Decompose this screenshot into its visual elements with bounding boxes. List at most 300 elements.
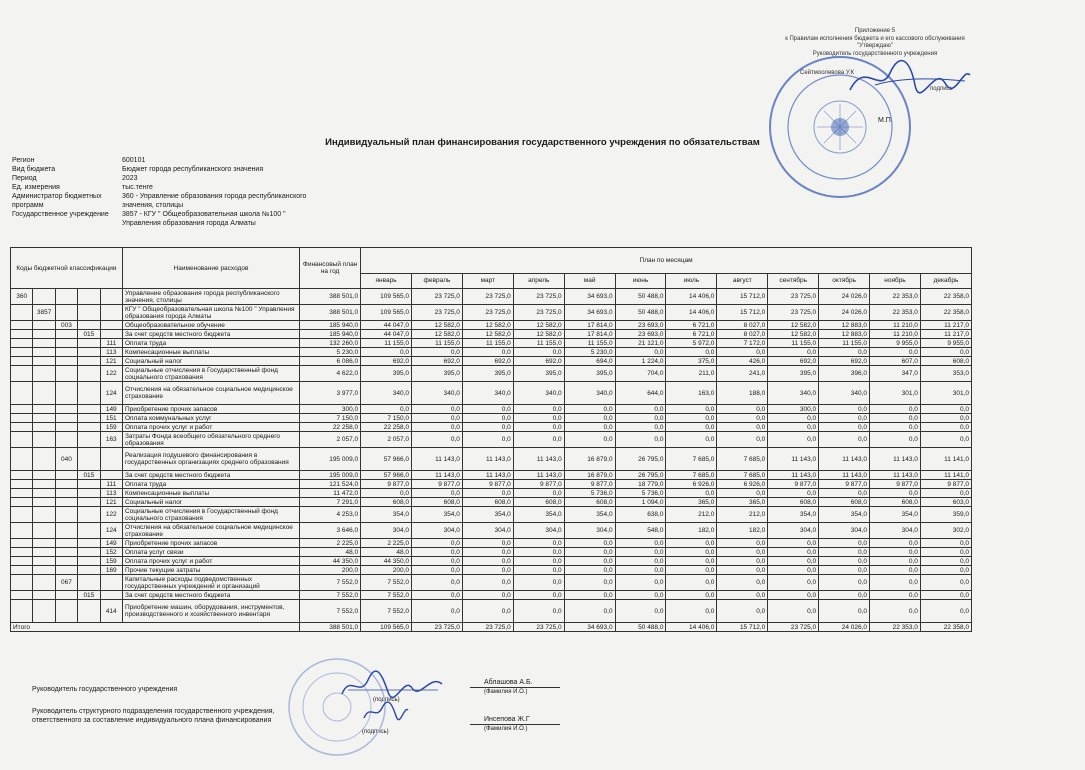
- head-name-underline: [470, 687, 560, 688]
- total-month-cell: 22 353,0: [870, 623, 921, 632]
- month-header: август: [717, 273, 768, 288]
- month-header: июнь: [615, 273, 666, 288]
- annual-plan-cell: 195 009,0: [300, 471, 361, 480]
- month-value-cell: 304,0: [768, 523, 819, 539]
- month-value-cell: 395,0: [412, 366, 463, 382]
- month-value-cell: 0,0: [768, 432, 819, 448]
- annual-plan-cell: 185 940,0: [300, 330, 361, 339]
- resp-sign-caption: (подпись): [362, 729, 389, 735]
- annual-plan-cell: 3 646,0: [300, 523, 361, 539]
- code-cell: [33, 432, 55, 448]
- expense-name-cell: Отчисления на обязательное социальное медицинское страхование: [122, 382, 299, 405]
- month-header: январь: [361, 273, 412, 288]
- month-value-cell: 0,0: [870, 423, 921, 432]
- month-value-cell: 692,0: [462, 357, 513, 366]
- month-value-cell: 301,0: [870, 382, 921, 405]
- header-annual: Финансовый план на год: [300, 248, 361, 289]
- expense-name-cell: Оплата услуг связи: [122, 548, 299, 557]
- month-value-cell: 7 685,0: [666, 471, 717, 480]
- code-cell: [78, 339, 100, 348]
- code-cell: [33, 339, 55, 348]
- annual-plan-cell: 388 501,0: [300, 289, 361, 305]
- annual-plan-cell: 2 057,0: [300, 432, 361, 448]
- code-cell: [78, 357, 100, 366]
- code-cell: [100, 448, 122, 471]
- expense-name-cell: Социальный налог: [122, 357, 299, 366]
- total-month-cell: 23 725,0: [462, 623, 513, 632]
- code-cell: [11, 507, 33, 523]
- code-cell: [78, 289, 100, 305]
- month-value-cell: 608,0: [564, 498, 615, 507]
- month-value-cell: 0,0: [920, 348, 971, 357]
- month-value-cell: 608,0: [920, 357, 971, 366]
- month-value-cell: 23 725,0: [513, 305, 564, 321]
- month-value-cell: 0,0: [462, 405, 513, 414]
- month-value-cell: 0,0: [920, 405, 971, 414]
- code-cell: [55, 471, 77, 480]
- month-value-cell: 8 027,0: [717, 330, 768, 339]
- month-value-cell: 9 955,0: [920, 339, 971, 348]
- month-value-cell: 354,0: [870, 507, 921, 523]
- code-cell: [55, 348, 77, 357]
- month-value-cell: 6 926,0: [666, 480, 717, 489]
- code-cell: [33, 480, 55, 489]
- table-row: [11, 539, 972, 548]
- month-value-cell: 6 926,0: [717, 480, 768, 489]
- annual-plan-cell: 4 253,0: [300, 507, 361, 523]
- month-value-cell: 0,0: [717, 432, 768, 448]
- meta-block: [12, 156, 312, 228]
- month-value-cell: 0,0: [819, 600, 870, 623]
- month-value-cell: 212,0: [666, 507, 717, 523]
- month-value-cell: 0,0: [819, 423, 870, 432]
- month-value-cell: 0,0: [513, 548, 564, 557]
- code-cell: [78, 566, 100, 575]
- month-value-cell: 212,0: [717, 507, 768, 523]
- month-value-cell: 0,0: [920, 548, 971, 557]
- meta-row: [12, 174, 312, 183]
- month-value-cell: 0,0: [920, 591, 971, 600]
- month-value-cell: 26 795,0: [615, 471, 666, 480]
- month-value-cell: 608,0: [361, 498, 412, 507]
- month-value-cell: 9 877,0: [819, 480, 870, 489]
- meta-key: Вид бюджета: [12, 166, 56, 173]
- code-cell: [78, 539, 100, 548]
- expense-name-cell: Прочие текущие затраты: [122, 566, 299, 575]
- meta-value: 360 - Управление образования города республиканского значения, столицы: [122, 193, 307, 209]
- month-value-cell: 5 230,0: [564, 348, 615, 357]
- table-row: [11, 480, 972, 489]
- month-value-cell: 12 582,0: [412, 321, 463, 330]
- meta-row: [12, 165, 312, 174]
- month-header: март: [462, 273, 513, 288]
- month-value-cell: 26 795,0: [615, 448, 666, 471]
- month-value-cell: 0,0: [768, 348, 819, 357]
- code-cell: 159: [100, 557, 122, 566]
- month-value-cell: 0,0: [666, 539, 717, 548]
- month-value-cell: 34 693,0: [564, 289, 615, 305]
- code-cell: [55, 366, 77, 382]
- month-value-cell: 0,0: [666, 548, 717, 557]
- month-value-cell: 23 693,0: [615, 330, 666, 339]
- annual-plan-cell: 195 009,0: [300, 448, 361, 471]
- code-cell: 3857: [33, 305, 55, 321]
- month-value-cell: 0,0: [412, 600, 463, 623]
- code-cell: [55, 600, 77, 623]
- month-value-cell: 0,0: [920, 432, 971, 448]
- month-value-cell: 7 150,0: [361, 414, 412, 423]
- month-value-cell: 0,0: [564, 405, 615, 414]
- code-cell: [11, 432, 33, 448]
- month-value-cell: 395,0: [462, 366, 513, 382]
- month-value-cell: 354,0: [513, 507, 564, 523]
- meta-value: Бюджет города республиканского значения: [122, 166, 264, 173]
- code-cell: 003: [55, 321, 77, 330]
- month-value-cell: 0,0: [361, 348, 412, 357]
- month-value-cell: 340,0: [412, 382, 463, 405]
- code-cell: [55, 432, 77, 448]
- month-value-cell: 0,0: [768, 489, 819, 498]
- month-value-cell: 354,0: [361, 507, 412, 523]
- code-cell: [11, 489, 33, 498]
- code-cell: [11, 600, 33, 623]
- code-cell: [33, 423, 55, 432]
- month-value-cell: 0,0: [717, 557, 768, 566]
- code-cell: [11, 405, 33, 414]
- month-header: ноябрь: [870, 273, 921, 288]
- month-value-cell: 0,0: [615, 566, 666, 575]
- code-cell: [33, 357, 55, 366]
- code-cell: 124: [100, 382, 122, 405]
- code-cell: [55, 480, 77, 489]
- code-cell: [55, 566, 77, 575]
- month-value-cell: 608,0: [513, 498, 564, 507]
- code-cell: [78, 305, 100, 321]
- month-value-cell: 22 358,0: [920, 305, 971, 321]
- month-value-cell: 7 685,0: [717, 471, 768, 480]
- month-value-cell: 0,0: [666, 432, 717, 448]
- code-cell: [55, 539, 77, 548]
- month-value-cell: 0,0: [666, 414, 717, 423]
- code-cell: [78, 498, 100, 507]
- annual-plan-cell: 48,0: [300, 548, 361, 557]
- month-value-cell: 11 155,0: [361, 339, 412, 348]
- month-value-cell: 6 721,0: [666, 321, 717, 330]
- month-value-cell: 0,0: [615, 432, 666, 448]
- table-row: [11, 423, 972, 432]
- month-value-cell: 304,0: [462, 523, 513, 539]
- month-value-cell: 0,0: [819, 548, 870, 557]
- annual-plan-cell: 2 225,0: [300, 539, 361, 548]
- month-value-cell: 0,0: [870, 575, 921, 591]
- month-value-cell: 0,0: [462, 557, 513, 566]
- month-value-cell: 0,0: [462, 591, 513, 600]
- month-value-cell: 0,0: [819, 591, 870, 600]
- month-value-cell: 638,0: [615, 507, 666, 523]
- month-value-cell: 16 879,0: [564, 471, 615, 480]
- code-cell: [78, 523, 100, 539]
- code-cell: 121: [100, 498, 122, 507]
- code-cell: [78, 557, 100, 566]
- approver-signature: [845, 55, 975, 100]
- month-value-cell: 0,0: [819, 566, 870, 575]
- month-value-cell: 644,0: [615, 382, 666, 405]
- total-annual-cell: 388 501,0: [300, 623, 361, 632]
- code-cell: [55, 489, 77, 498]
- resp-label-line-2: ответственного за составление индивидуального плана финансирования: [32, 717, 272, 724]
- header-name: Наименование расходов: [122, 248, 299, 289]
- month-header: май: [564, 273, 615, 288]
- month-value-cell: 608,0: [412, 498, 463, 507]
- month-value-cell: 0,0: [920, 600, 971, 623]
- appendix-line: Руководитель государственного учреждения: [812, 50, 938, 57]
- meta-value: 2023: [122, 175, 138, 182]
- month-value-cell: 241,0: [717, 366, 768, 382]
- resp-name: Инсепова Ж.Г: [484, 716, 530, 723]
- code-cell: 121: [100, 357, 122, 366]
- month-value-cell: 0,0: [615, 575, 666, 591]
- month-value-cell: 11 141,0: [920, 471, 971, 480]
- annual-plan-cell: 7 291,0: [300, 498, 361, 507]
- month-value-cell: 0,0: [920, 566, 971, 575]
- meta-row: [12, 210, 312, 228]
- code-cell: [11, 498, 33, 507]
- resp-signature: [360, 700, 410, 725]
- code-cell: 414: [100, 600, 122, 623]
- month-value-cell: 21 121,0: [615, 339, 666, 348]
- table-row: [11, 471, 972, 480]
- month-value-cell: 23 725,0: [412, 289, 463, 305]
- code-cell: [11, 539, 33, 548]
- month-value-cell: 0,0: [768, 566, 819, 575]
- code-cell: [78, 448, 100, 471]
- month-value-cell: 11 143,0: [462, 448, 513, 471]
- code-cell: [55, 548, 77, 557]
- month-value-cell: 0,0: [412, 575, 463, 591]
- month-value-cell: 9 877,0: [513, 480, 564, 489]
- annual-plan-cell: 7 150,0: [300, 414, 361, 423]
- month-value-cell: 0,0: [564, 548, 615, 557]
- month-value-cell: 12 582,0: [768, 321, 819, 330]
- expense-name-cell: Социальный налог: [122, 498, 299, 507]
- approver-name: Сейтмоолевова У.К: [800, 70, 855, 76]
- month-value-cell: 0,0: [462, 575, 513, 591]
- expense-name-cell: КГУ " Общеобразовательная школа №100 " Управления образования города Алматы: [122, 305, 299, 321]
- approver-sign-label: подпись: [930, 86, 953, 92]
- code-cell: [11, 414, 33, 423]
- table-row: [11, 357, 972, 366]
- month-header: декабрь: [920, 273, 971, 288]
- code-cell: [33, 414, 55, 423]
- code-cell: [78, 414, 100, 423]
- month-value-cell: 548,0: [615, 523, 666, 539]
- month-value-cell: 15 712,0: [717, 289, 768, 305]
- month-header: февраль: [412, 273, 463, 288]
- code-cell: [33, 507, 55, 523]
- month-value-cell: 608,0: [819, 498, 870, 507]
- month-value-cell: 608,0: [870, 498, 921, 507]
- month-value-cell: 12 582,0: [462, 321, 513, 330]
- month-value-cell: 0,0: [462, 539, 513, 548]
- month-value-cell: 12 582,0: [513, 330, 564, 339]
- expense-name-cell: Компенсационные выплаты: [122, 489, 299, 498]
- month-value-cell: 0,0: [513, 432, 564, 448]
- month-value-cell: 340,0: [819, 382, 870, 405]
- code-cell: [78, 480, 100, 489]
- code-cell: [33, 600, 55, 623]
- code-cell: [33, 289, 55, 305]
- month-value-cell: 0,0: [513, 489, 564, 498]
- month-value-cell: 7 685,0: [666, 448, 717, 471]
- code-cell: [100, 321, 122, 330]
- month-value-cell: 11 143,0: [819, 471, 870, 480]
- month-value-cell: 0,0: [870, 432, 921, 448]
- month-value-cell: 2 225,0: [361, 539, 412, 548]
- month-value-cell: 0,0: [462, 414, 513, 423]
- total-month-cell: 34 693,0: [564, 623, 615, 632]
- expense-name-cell: Приобретение прочих запасов: [122, 405, 299, 414]
- month-value-cell: 23 693,0: [615, 321, 666, 330]
- month-value-cell: 0,0: [412, 405, 463, 414]
- month-value-cell: 0,0: [717, 539, 768, 548]
- code-cell: 040: [55, 448, 77, 471]
- code-cell: [100, 471, 122, 480]
- month-value-cell: 15 712,0: [717, 305, 768, 321]
- month-value-cell: 0,0: [666, 557, 717, 566]
- meta-row: [12, 192, 312, 210]
- code-cell: [33, 321, 55, 330]
- month-value-cell: 608,0: [462, 498, 513, 507]
- month-value-cell: 23 725,0: [412, 305, 463, 321]
- month-value-cell: 22 258,0: [361, 423, 412, 432]
- expense-name-cell: Приобретение прочих запасов: [122, 539, 299, 548]
- code-cell: [78, 366, 100, 382]
- head-sign-caption: (подпись): [373, 697, 400, 703]
- month-value-cell: 182,0: [717, 523, 768, 539]
- code-cell: [11, 557, 33, 566]
- month-value-cell: 11 141,0: [920, 448, 971, 471]
- code-cell: [33, 471, 55, 480]
- code-cell: [11, 591, 33, 600]
- month-value-cell: 0,0: [870, 489, 921, 498]
- code-cell: 169: [100, 566, 122, 575]
- month-value-cell: 0,0: [819, 405, 870, 414]
- month-value-cell: 0,0: [412, 539, 463, 548]
- header-codes: Коды бюджетной классификации: [11, 248, 123, 289]
- month-value-cell: 0,0: [513, 591, 564, 600]
- appendix-line: Приложение 5: [854, 28, 896, 34]
- month-value-cell: 0,0: [615, 557, 666, 566]
- head-label: Руководитель государственного учреждения: [32, 686, 178, 693]
- meta-key: Государственное учреждение: [12, 211, 109, 218]
- month-value-cell: 11 143,0: [513, 448, 564, 471]
- month-value-cell: 340,0: [768, 382, 819, 405]
- month-value-cell: 22 353,0: [870, 305, 921, 321]
- resp-fio-caption: (Фамилия И.О.): [484, 726, 528, 732]
- code-cell: [55, 357, 77, 366]
- month-value-cell: 22 358,0: [920, 289, 971, 305]
- table-row: [11, 348, 972, 357]
- month-value-cell: 57 966,0: [361, 471, 412, 480]
- code-cell: [55, 305, 77, 321]
- month-value-cell: 5 972,0: [666, 339, 717, 348]
- expense-name-cell: Приобретение машин, оборудования, инструментов, производственного и хозяйственного инвентаря: [122, 600, 299, 623]
- month-value-cell: 608,0: [768, 498, 819, 507]
- code-cell: 111: [100, 480, 122, 489]
- table-row: [11, 382, 972, 405]
- code-cell: [78, 423, 100, 432]
- month-value-cell: 0,0: [920, 489, 971, 498]
- month-value-cell: 12 883,0: [819, 330, 870, 339]
- month-value-cell: 12 582,0: [462, 330, 513, 339]
- month-value-cell: 0,0: [666, 405, 717, 414]
- total-month-cell: 22 358,0: [920, 623, 971, 632]
- month-value-cell: 11 143,0: [462, 471, 513, 480]
- month-value-cell: 23 725,0: [768, 289, 819, 305]
- table-row: [11, 432, 972, 448]
- month-value-cell: 9 877,0: [361, 480, 412, 489]
- month-value-cell: 0,0: [615, 548, 666, 557]
- month-value-cell: 11 210,0: [870, 321, 921, 330]
- code-cell: [33, 591, 55, 600]
- month-value-cell: 0,0: [666, 348, 717, 357]
- month-value-cell: 0,0: [870, 557, 921, 566]
- month-value-cell: 0,0: [920, 575, 971, 591]
- month-value-cell: 0,0: [615, 539, 666, 548]
- code-cell: [100, 591, 122, 600]
- month-value-cell: 0,0: [870, 591, 921, 600]
- code-cell: [11, 448, 33, 471]
- expense-name-cell: Управление образования города республиканского значения, столицы: [122, 289, 299, 305]
- month-value-cell: 0,0: [462, 423, 513, 432]
- month-value-cell: 0,0: [462, 548, 513, 557]
- code-cell: [33, 539, 55, 548]
- month-value-cell: 9 877,0: [564, 480, 615, 489]
- month-value-cell: 9 955,0: [870, 339, 921, 348]
- code-cell: [78, 432, 100, 448]
- month-value-cell: 0,0: [412, 414, 463, 423]
- month-value-cell: 0,0: [819, 575, 870, 591]
- annual-plan-cell: 7 552,0: [300, 600, 361, 623]
- table-row: [11, 523, 972, 539]
- month-value-cell: 0,0: [412, 591, 463, 600]
- code-cell: [33, 348, 55, 357]
- code-cell: [11, 575, 33, 591]
- month-value-cell: 354,0: [564, 507, 615, 523]
- table-row: [11, 448, 972, 471]
- month-value-cell: 0,0: [819, 489, 870, 498]
- month-value-cell: 18 779,0: [615, 480, 666, 489]
- month-value-cell: 354,0: [462, 507, 513, 523]
- month-header: апрель: [513, 273, 564, 288]
- month-value-cell: 301,0: [920, 382, 971, 405]
- code-cell: [55, 507, 77, 523]
- annual-plan-cell: 185 940,0: [300, 321, 361, 330]
- code-cell: [11, 321, 33, 330]
- code-cell: [33, 366, 55, 382]
- table-row: [11, 289, 972, 305]
- code-cell: 015: [78, 471, 100, 480]
- head-signature: [338, 670, 448, 700]
- header-months-group: План по месяцам: [361, 248, 972, 274]
- month-value-cell: 0,0: [768, 539, 819, 548]
- month-value-cell: 9 877,0: [412, 480, 463, 489]
- month-value-cell: 0,0: [870, 548, 921, 557]
- code-cell: [55, 557, 77, 566]
- month-value-cell: 704,0: [615, 366, 666, 382]
- month-value-cell: 395,0: [361, 366, 412, 382]
- code-cell: [55, 498, 77, 507]
